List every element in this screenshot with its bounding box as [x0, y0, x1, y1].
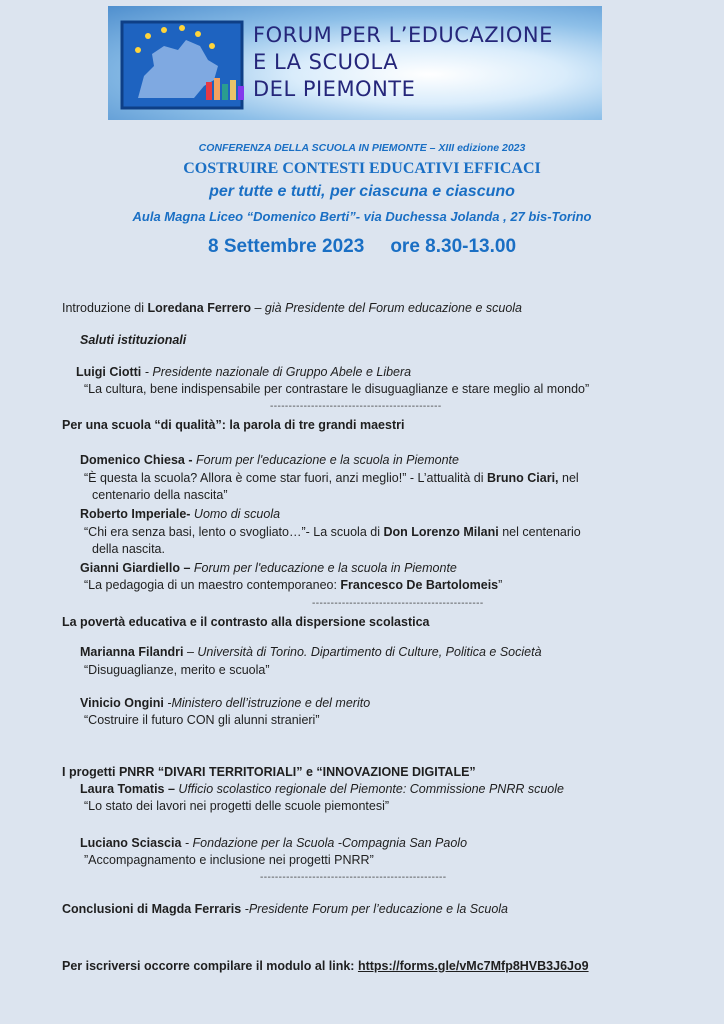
filandri-line — [80, 644, 542, 660]
imperiale-line — [80, 506, 280, 522]
banner-title — [253, 22, 553, 103]
intro-prefix: Introduzione di — [62, 301, 148, 315]
chiesa-talk-2: centenario della nascita” — [92, 488, 228, 502]
chiesa-line — [80, 452, 459, 468]
giardiello-talk-a: “La pedagogia di un maestro contemporaneo: — [84, 578, 341, 592]
giardiello-talk — [84, 577, 502, 593]
giardiello-talk-b: Francesco De Bartolomeis — [340, 578, 499, 592]
giardiello-speaker: Gianni Giardiello – — [80, 561, 191, 575]
ciotti-role: - Presidente nazionale di Gruppo Abele e Libera — [141, 365, 412, 379]
section-pnrr-heading: I progetti PNRR “DIVARI TERRITORIALI” e “INNOVAZIONE DIGITALE” — [62, 765, 476, 779]
sciascia-speaker: Luciano Sciascia — [80, 836, 182, 850]
divider-3: -------------------------------------------------- — [260, 872, 447, 883]
saluti-heading: Saluti istituzionali — [80, 333, 187, 347]
giardiello-talk-c: ” — [498, 578, 503, 592]
chiesa-talk-a: “È questa la scuola? Allora è come star fuori, anzi meglio!” - L’attualità di — [84, 471, 487, 485]
intro-speaker: Loredana Ferrero — [147, 301, 251, 315]
imperiale-talk-b: Don Lorenzo Milani — [383, 525, 499, 539]
divider-1: ---------------------------------------------- — [270, 401, 442, 412]
divider-2: ---------------------------------------------- — [312, 598, 484, 609]
conclusion-role: -Presidente Forum per l’educazione e la Scuola — [241, 902, 509, 916]
event-venue: Aula Magna Liceo “Domenico Berti”- via Duchessa Jolanda , 27 bis-Torino — [132, 209, 592, 224]
ongini-role: -Ministero dell’istruzione e del merito — [163, 696, 371, 710]
chiesa-talk-c: nel — [558, 471, 579, 485]
tomatis-talk: “Lo stato dei lavori nei progetti delle scuole piemontesi” — [84, 799, 390, 813]
sciascia-line — [80, 835, 467, 851]
section-poverty-heading: La povertà educativa e il contrasto alla dispersione scolastica — [62, 615, 430, 629]
conference-edition: CONFERENZA DELLA SCUOLA IN PIEMONTE – XIII edizione 2023 — [198, 142, 526, 154]
chiesa-talk-1 — [84, 470, 579, 486]
banner-title-line-3: DEL PIEMONTE — [253, 77, 416, 101]
registration-line — [62, 958, 589, 974]
filandri-role: – Università di Torino. Dipartimento di Culture, Politica e Società — [183, 645, 542, 659]
intro-role: – già Presidente del Forum educazione e scuola — [251, 301, 522, 315]
ongini-line — [80, 695, 370, 711]
ciotti-talk: “La cultura, bene indispensabile per contrastare le disuguaglianze e stare meglio al mondo” — [84, 382, 590, 396]
tomatis-line — [80, 781, 564, 797]
imperiale-talk-1 — [84, 524, 581, 540]
event-datetime — [0, 236, 724, 258]
tomatis-speaker: Laura Tomatis – — [80, 782, 175, 796]
event-title: COSTRUIRE CONTESTI EDUCATIVI EFFICACI — [183, 160, 541, 177]
imperiale-talk-c: nel centenario — [498, 525, 581, 539]
tomatis-role: Ufficio scolastico regionale del Piemonte: Commissione PNRR scuole — [174, 782, 564, 796]
event-date: 8 Settembre 2023 — [207, 236, 365, 257]
chiesa-talk-b: Bruno Ciari, — [486, 471, 559, 485]
conclusion-speaker: Conclusioni di Magda Ferraris — [62, 902, 242, 916]
ongini-talk: “Costruire il futuro CON gli alunni stranieri” — [84, 713, 320, 727]
giardiello-line — [80, 560, 457, 576]
event-subtitle: per tutte e tutti, per ciascuna e ciascuno — [209, 183, 515, 200]
imperiale-speaker: Roberto Imperiale- — [80, 507, 191, 521]
forum-banner — [108, 6, 602, 120]
imperiale-talk-2: della nascita. — [92, 542, 165, 556]
giardiello-role: Forum per l'educazione e la scuola in Piemonte — [190, 561, 457, 575]
section-quality-heading: Per una scuola “di qualità”: la parola di tre grandi maestri — [62, 418, 405, 432]
banner-title-line-1: FORUM PER L’EDUCAZIONE — [253, 23, 553, 47]
intro-line — [62, 300, 522, 316]
filandri-talk: “Disuguaglianze, merito e scuola” — [84, 663, 270, 677]
ciotti-line — [76, 364, 411, 380]
sciascia-talk: ”Accompagnamento e inclusione nei progetti PNRR” — [84, 853, 374, 867]
registration-link[interactable]: https://forms.gle/vMc7Mfp8HVB3J6Jo9 — [357, 959, 589, 973]
imperiale-role: Uomo di scuola — [190, 507, 281, 521]
chiesa-role: Forum per l'educazione e la scuola in Piemonte — [192, 453, 459, 467]
conclusion-line — [62, 901, 508, 917]
event-time: ore 8.30-13.00 — [390, 236, 517, 257]
ongini-speaker: Vinicio Ongini — [80, 696, 164, 710]
ciotti-speaker: Luigi Ciotti — [76, 365, 142, 379]
filandri-speaker: Marianna Filandri — [80, 645, 184, 659]
banner-title-line-2: E LA SCUOLA — [253, 50, 399, 74]
registration-text: Per iscriversi occorre compilare il modulo al link: — [62, 959, 358, 973]
sciascia-role: - Fondazione per la Scuola -Compagnia San Paolo — [181, 836, 468, 850]
chiesa-speaker: Domenico Chiesa - — [80, 453, 193, 467]
imperiale-talk-a: “Chi era senza basi, lento o svogliato…”- La scuola di — [84, 525, 384, 539]
